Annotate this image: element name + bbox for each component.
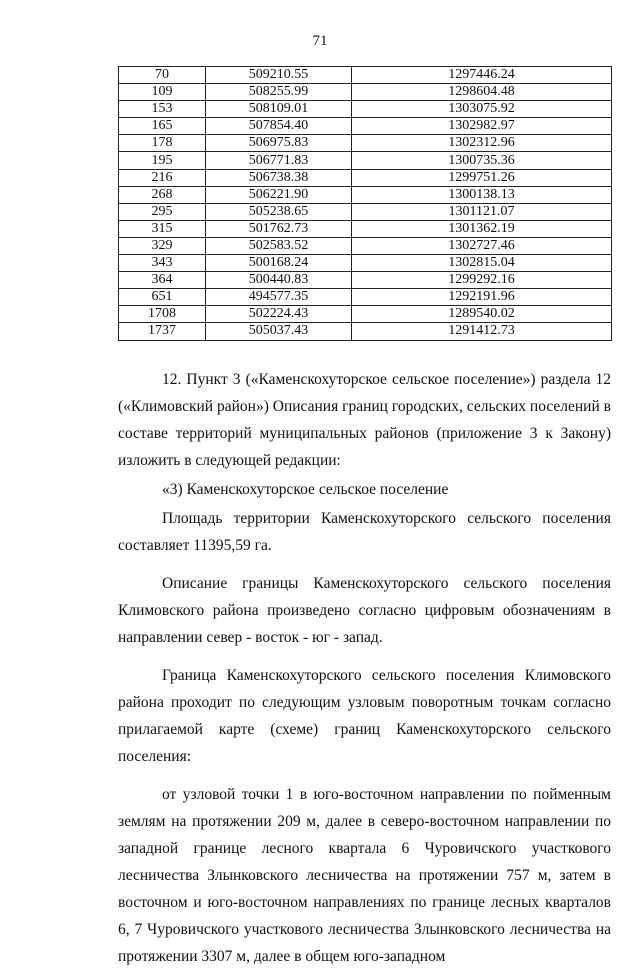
x-coordinate-cell: 506738.38 xyxy=(206,169,352,186)
table-row xyxy=(119,306,612,323)
x-coordinate-cell: 502224.43 xyxy=(206,306,352,323)
paragraph-area: Площадь территории Каменскохуторского сельского поселения составляет 11395,59 га. xyxy=(118,510,611,554)
paragraph-boundary-description: Описание границы Каменскохуторского сельского поселения Климовского района произведено согласно цифровым обозначениям в направлении север - восток - юг - запад. xyxy=(118,575,611,646)
x-coordinate-cell: 508109.01 xyxy=(206,101,352,118)
y-coordinate-cell: 1302312.96 xyxy=(352,135,612,152)
table-row xyxy=(119,67,612,84)
y-coordinate-cell: 1291412.73 xyxy=(352,323,612,340)
x-coordinate-cell: 502583.52 xyxy=(206,237,352,254)
point-number-cell: 364 xyxy=(119,272,206,289)
paragraph-boundary-points: Граница Каменскохуторского сельского поселения Климовского района проходит по следующим узловым поворотным точкам согласно прилагаемой карте (схеме) границ Каменскохуторского сельского поселения: xyxy=(118,667,611,765)
table-row xyxy=(119,169,612,186)
x-coordinate-cell: 506771.83 xyxy=(206,152,352,169)
point-number-cell: 295 xyxy=(119,203,206,220)
y-coordinate-cell: 1297446.24 xyxy=(352,67,612,84)
table-row xyxy=(119,135,612,152)
x-coordinate-cell: 500168.24 xyxy=(206,255,352,272)
table-row xyxy=(119,255,612,272)
table-row xyxy=(119,152,612,169)
document-body xyxy=(118,366,611,970)
point-number-cell: 268 xyxy=(119,186,206,203)
x-coordinate-cell: 506975.83 xyxy=(206,135,352,152)
paragraph-amendment: 12. Пункт 3 («Каменскохуторское сельское поселение») раздела 12 («Климовский район») Описания границ городских, сельских поселений в составе территорий муниципальных районов (приложение 3 к Закону) изложить в следующей редакции: xyxy=(118,371,611,469)
x-coordinate-cell: 508255.99 xyxy=(206,84,352,101)
x-coordinate-cell: 505238.65 xyxy=(206,203,352,220)
table-row xyxy=(119,272,612,289)
coordinates-table-body xyxy=(119,67,612,341)
y-coordinate-cell: 1301121.07 xyxy=(352,203,612,220)
x-coordinate-cell: 507854.40 xyxy=(206,118,352,135)
x-coordinate-cell: 500440.83 xyxy=(206,272,352,289)
table-row xyxy=(119,203,612,220)
x-coordinate-cell: 505037.43 xyxy=(206,323,352,340)
point-number-cell: 1737 xyxy=(119,323,206,340)
y-coordinate-cell: 1289540.02 xyxy=(352,306,612,323)
point-number-cell: 651 xyxy=(119,289,206,306)
y-coordinate-cell: 1292191.96 xyxy=(352,289,612,306)
table-row xyxy=(119,186,612,203)
page-number: 71 xyxy=(312,33,328,49)
paragraph-boundary-route: от узловой точки 1 в юго-восточном направлении по пойменным землям на протяжении 209 м, далее в северо-восточном направлении по западной границе лесного квартала 6 Чуровичского участкового лесничества Злынковского лесничества на протяжении 757 м, затем в восточном и юго-восточном направлениях по границе лесных кварталов 6, 7 Чуровичского участкового лесничества Злынковского лесничества на протяжении 3307 м, далее в общем юго-западном xyxy=(118,786,611,965)
point-number-cell: 315 xyxy=(119,220,206,237)
point-number-cell: 153 xyxy=(119,101,206,118)
table-row xyxy=(119,289,612,306)
point-number-cell: 178 xyxy=(119,135,206,152)
coordinates-table xyxy=(118,66,612,341)
x-coordinate-cell: 509210.55 xyxy=(206,67,352,84)
paragraph-settlement-heading: «3) Каменскохуторское сельское поселение xyxy=(162,481,449,498)
point-number-cell: 216 xyxy=(119,169,206,186)
x-coordinate-cell: 494577.35 xyxy=(206,289,352,306)
x-coordinate-cell: 501762.73 xyxy=(206,220,352,237)
x-coordinate-cell: 506221.90 xyxy=(206,186,352,203)
point-number-cell: 109 xyxy=(119,84,206,101)
point-number-cell: 329 xyxy=(119,237,206,254)
y-coordinate-cell: 1301362.19 xyxy=(352,220,612,237)
y-coordinate-cell: 1302815.04 xyxy=(352,255,612,272)
y-coordinate-cell: 1303075.92 xyxy=(352,101,612,118)
point-number-cell: 70 xyxy=(119,67,206,84)
y-coordinate-cell: 1300138.13 xyxy=(352,186,612,203)
point-number-cell: 165 xyxy=(119,118,206,135)
table-row xyxy=(119,84,612,101)
y-coordinate-cell: 1302727.46 xyxy=(352,237,612,254)
table-row xyxy=(119,237,612,254)
y-coordinate-cell: 1302982.97 xyxy=(352,118,612,135)
table-row xyxy=(119,323,612,340)
table-row xyxy=(119,220,612,237)
y-coordinate-cell: 1300735.36 xyxy=(352,152,612,169)
point-number-cell: 343 xyxy=(119,255,206,272)
point-number-cell: 1708 xyxy=(119,306,206,323)
table-row xyxy=(119,118,612,135)
table-row xyxy=(119,101,612,118)
point-number-cell: 195 xyxy=(119,152,206,169)
y-coordinate-cell: 1299292.16 xyxy=(352,272,612,289)
y-coordinate-cell: 1298604.48 xyxy=(352,84,612,101)
y-coordinate-cell: 1299751.26 xyxy=(352,169,612,186)
